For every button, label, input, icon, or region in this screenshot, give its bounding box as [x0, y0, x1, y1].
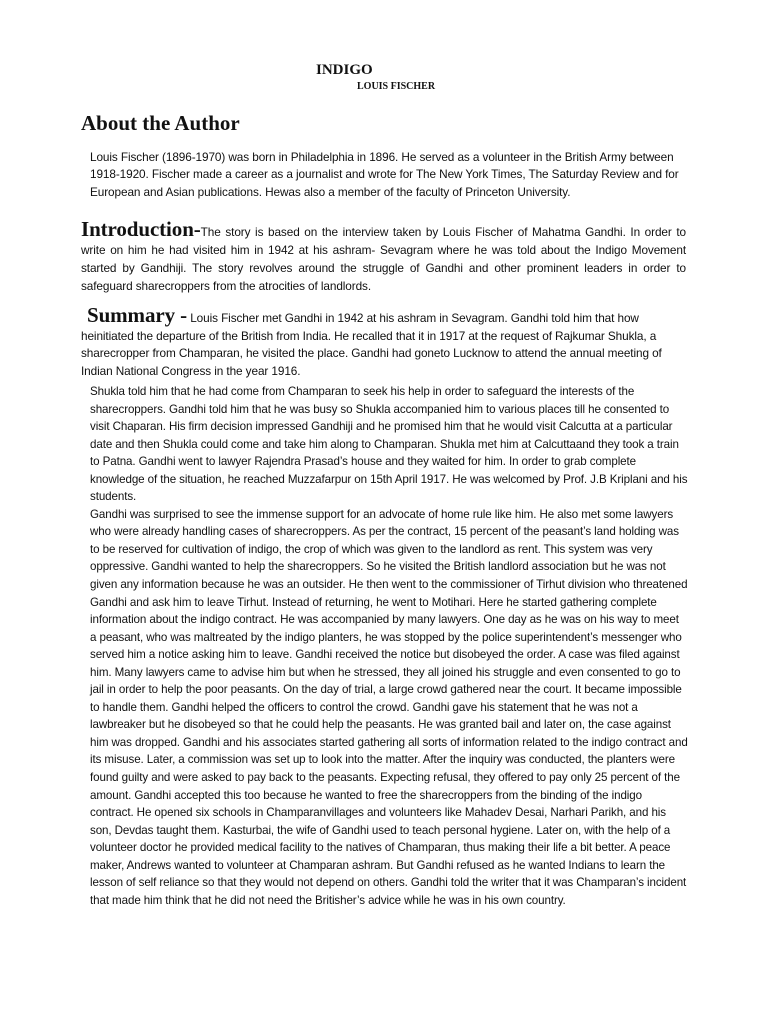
about-author-text: Louis Fischer (1896-1970) was born in Philadelphia in 1896. He served as a volunteer in the British Army between 1918-1920. Fischer made a career as a journalist and wrote for The New York Times, The Saturday Review and for European and Asian publications. Hewas also a member of the faculty of Princeton University. [90, 150, 679, 199]
summary-body-text-2: Gandhi was surprised to see the immense support for an advocate of home rule like him. He also met some lawyers who were already handling cases of sharecroppers. As per the contract, 15 percent of the peasant’s land holding was to be reserved for cultivation of indigo, the crop of which was given to the landlord as rent. This system was very oppressive. Gandhi wanted to help the sharecroppers. So he visited the British landlord association but he was not given any information because he was an outsider. He then went to the commissioner of Tirhut division who threatened Gandhi and ask him to leave Tirhut. Instead of returning, he went to Motihari. Here he started gathering complete information about the indigo contract. He was accompanied by many lawyers. One day as he was on his way to meet a peasant, who was maltreated by the indigo planters, he was stopped by the police superintendent’s messenger who served him a notice asking him to leave. Gandhi received the notice but disobeyed the order. A case was filed against him. Many lawyers came to advise him but when he stressed, they all joined his struggle and even consented to go to jail in order to help the poor peasants. On the day of trial, a large crowd gathered near the court. It became impossible to handle them. Gandhi helped the officers to control the crowd. Gandhi gave his statement that he was not a lawbreaker but he disobeyed so that he could help the peasants. He was granted bail and later on, the case against him was dropped. Gandhi and his associates started gathering all sorts of information related to the indigo contract and its misuse. Later, a commission was set up to look into the matter. After the inquiry was conducted, the planters were found guilty and were asked to pay back to the peasants. Expecting refusal, they offered to pay only 25 percent of the amount. Gandhi accepted this too because he wanted to free the sharecroppers from the binding of the indigo contract. He opened six schools in Champaranvillages and volunteers like Mahadev Desai, Narhari Parikh, and his son, Devdas taught them. Kasturbai, the wife of Gandhi used to teach personal hygiene. Later on, with the help of a volunteer doctor he provided medical facility to the natives of Champaran, thus making their life a bit better. A peace maker, Andrews wanted to volunteer at Champaran ashram. But Gandhi refused as he wanted Indians to learn the lesson of self reliance so that they would not depend on others. Gandhi told the writer that it was Champaran’s incident that made him think that he did not need the Britisher’s advice while he was in his own country. [90, 507, 688, 907]
introduction-heading: Introduction- [81, 217, 201, 241]
summary-continued [90, 383, 688, 909]
about-author-heading: About the Author [81, 111, 240, 135]
document-title: INDIGO [316, 62, 373, 78]
introduction-paragraph [81, 219, 686, 295]
summary-lead-text: Louis Fischer met Gandhi in 1942 at his ashram in Sevagram. Gandhi told him that how heinitiated the departure of the British from India. He recalled that it in 1917 at the request of Rajkumar Shukla, a sharecropper from Champaran, he visited the place. Gandhi had goneto Lucknow to attend the annual meeting of Indian National Congress in the year 1916. [81, 311, 662, 378]
summary-heading: Summary - [87, 303, 188, 327]
introduction-text: The story is based on the interview taken by Louis Fischer of Mahatma Gandhi. In order to write on him he had visited him in 1942 at his ashram- Sevagram where he was told about the Indigo Movement started by Gandhiji. The story revolves around the struggle of Gandhi and other prominent leaders in order to safeguard sharecroppers from the atrocities of landlords. [81, 225, 686, 293]
document-author: LOUIS FISCHER [357, 81, 436, 92]
summary-paragraph [81, 305, 686, 380]
summary-body-text: Shukla told him that he had come from Champaran to seek his help in order to safeguard the interests of the sharecroppers. Gandhi told him that he was busy so Shukla accompanied him to various places till he consented to visit Chaparan. His firm decision impressed Gandhiji and he promised him that he would visit Calcutta at a particular date and then Shukla could come and take him along to Champaran. Shukla met him at Calcuttaand they took a train to Patna. Gandhi went to lawyer Rajendra Prasad’s house and they waited for him. In order to grab complete knowledge of the situation, he reached Muzzafarpur on 15th April 1917. He was welcomed by Prof. J.B Kriplani and his students. [90, 385, 688, 504]
